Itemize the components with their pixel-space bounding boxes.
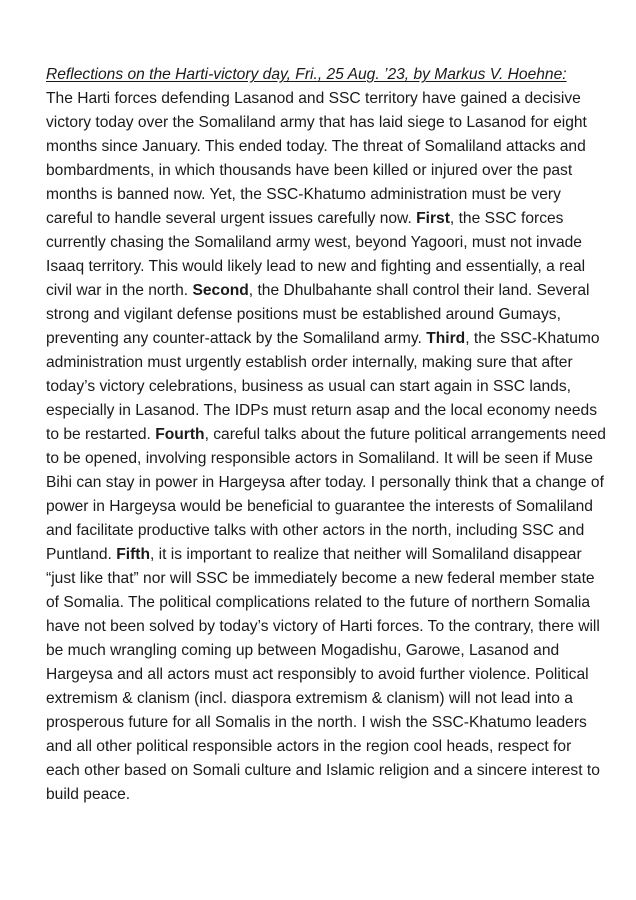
paragraph-text-3: , the Dhulbahante shall control their land. Several strong and vigilant defense positions must be established around Gumays, preventing any counter-attack by the Somaliland army. <box>46 282 590 347</box>
point-label-first: First <box>416 210 450 227</box>
document-title: Reflections on the Harti-victory day, Fri., 25 Aug. ’23, by Markus V. Hoehne: <box>46 66 567 83</box>
paragraph-text-6: , it is important to realize that neither will Somaliland disappear “just like that” nor will SSC be immediately become a new federal member state of Somalia. The political complications related to the future of northern Somalia have not been solved by today’s victory of Harti forces. To the contrary, there will be much wrangling coming up between Mogadishu, Garowe, Lasanod and Hargeysa and all actors must act responsibly to avoid further violence. Political extremism & clanism (incl. diaspora extremism & clanism) will not lead into a prosperous future for all Somalis in the north. I wish the SSC-Khatumo leaders and all other political responsible actors in the region cool heads, respect for each other based on Somali culture and Islamic religion and a sincere interest to build peace. <box>46 546 600 803</box>
paragraph-text-2: , the SSC forces currently chasing the Somaliland army west, beyond Yagoori, must not invade Isaaq territory. This would likely lead to new and fighting and essentially, a real civil war in the north. <box>46 210 586 299</box>
point-label-second: Second <box>192 282 249 299</box>
paragraph-text-1: The Harti forces defending Lasanod and SSC territory have gained a decisive victory today over the Somaliland army that has laid siege to Lasanod for eight months since January. This ended today. The threat of Somaliland attacks and bombardments, in which thousands have been killed or injured over the past months is banned now. Yet, the SSC-Khatumo administration must be very careful to handle several urgent issues carefully now. <box>46 90 587 227</box>
paragraph-text-5: , careful talks about the future political arrangements need to be opened, involving responsible actors in Somaliland. It will be seen if Muse Bihi can stay in power in Hargeysa after today. I personally think that a change of power in Hargeysa would be beneficial to guarantee the interests of Somaliland and facilitate productive talks with other actors in the north, including SSC and Puntland. <box>46 426 606 563</box>
point-label-third: Third <box>426 330 466 347</box>
paragraph-text-4: , the SSC-Khatumo administration must urgently establish order internally, making sure that after today’s victory celebrations, business as usual can start again in SSC lands, especially in Lasanod. The IDPs must return asap and the local economy needs to be restarted. <box>46 330 600 443</box>
body-paragraph <box>46 90 606 803</box>
point-label-fifth: Fifth <box>116 546 151 563</box>
document-page <box>46 63 606 807</box>
point-label-fourth: Fourth <box>155 426 205 443</box>
